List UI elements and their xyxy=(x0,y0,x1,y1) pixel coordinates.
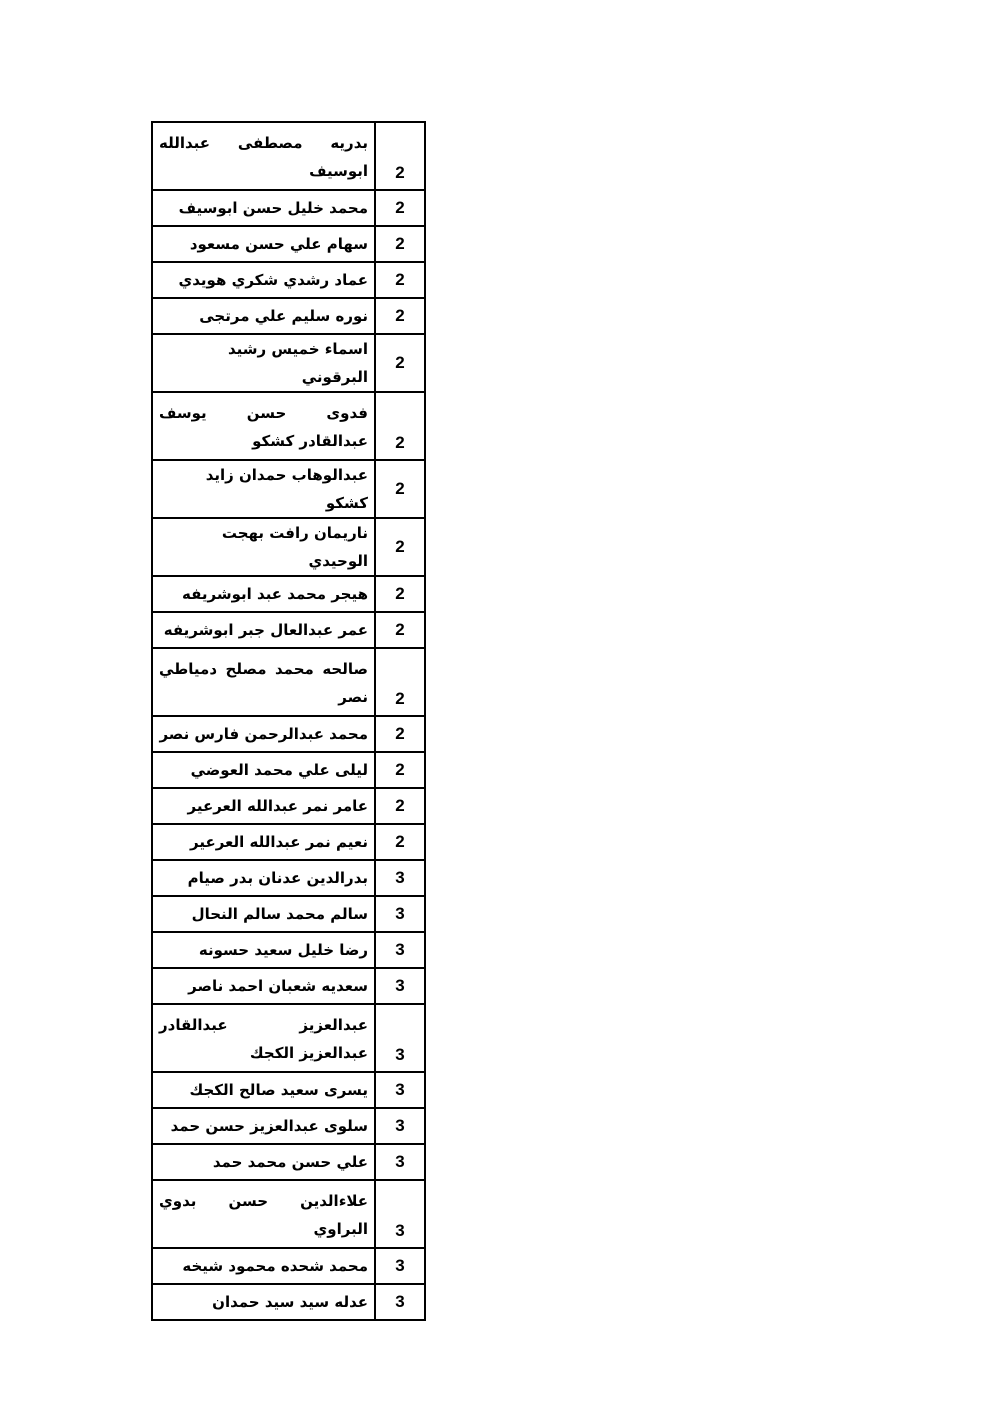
table-row xyxy=(152,896,425,932)
person-name: سالم محمد سالم النحال xyxy=(191,905,368,923)
person-name: صالحه محمد مصلح دمياطي نصر xyxy=(159,660,368,706)
person-name: علي حسن محمد حمد xyxy=(212,1153,368,1171)
group-number: 2 xyxy=(375,518,425,576)
person-name: سعديه شعبان احمد ناصر xyxy=(188,977,368,995)
group-number: 2 xyxy=(375,824,425,860)
person-name: بدرالدين عدنان بدر صيام xyxy=(187,869,368,887)
name-cell xyxy=(152,122,375,190)
table-row xyxy=(152,262,425,298)
table-row xyxy=(152,824,425,860)
group-number: 2 xyxy=(375,576,425,612)
name-cell xyxy=(152,392,375,460)
name-cell xyxy=(152,1072,375,1108)
group-number: 3 xyxy=(375,1144,425,1180)
table-row xyxy=(152,716,425,752)
group-number: 2 xyxy=(375,226,425,262)
person-name: اسماء خميس رشيد البرقوني xyxy=(227,340,368,386)
name-cell xyxy=(152,576,375,612)
table-row xyxy=(152,788,425,824)
names-table xyxy=(151,121,426,1321)
name-cell xyxy=(152,298,375,334)
group-number: 2 xyxy=(375,334,425,392)
name-cell xyxy=(152,860,375,896)
group-number: 2 xyxy=(375,752,425,788)
person-name: سلوى عبدالعزيز حسن حمد xyxy=(170,1117,368,1135)
person-name: عدله سيد سيد حمدان xyxy=(212,1293,368,1311)
group-number: 3 xyxy=(375,968,425,1004)
group-number: 2 xyxy=(375,612,425,648)
table-row xyxy=(152,1072,425,1108)
person-name: عبدالعزيز عبدالقادر عبدالعزيز الكجك xyxy=(159,1016,368,1062)
table-row xyxy=(152,1180,425,1248)
person-name: عامر نمر عبدالله العرعير xyxy=(187,797,368,815)
name-cell xyxy=(152,1180,375,1248)
name-cell xyxy=(152,612,375,648)
table-row xyxy=(152,968,425,1004)
name-cell xyxy=(152,1144,375,1180)
name-cell xyxy=(152,518,375,576)
group-number: 2 xyxy=(375,190,425,226)
table-row xyxy=(152,860,425,896)
name-cell xyxy=(152,1284,375,1320)
group-number: 2 xyxy=(375,298,425,334)
person-name: عمر عبدالعال جبر ابوشريفه xyxy=(163,621,368,639)
person-name: محمد خليل حسن ابوسيف xyxy=(178,199,368,217)
table-row xyxy=(152,518,425,576)
person-name: نوره سليم علي مرتجى xyxy=(199,307,368,325)
group-number: 3 xyxy=(375,1004,425,1072)
name-cell xyxy=(152,460,375,518)
group-number: 3 xyxy=(375,1180,425,1248)
name-cell xyxy=(152,932,375,968)
group-number: 2 xyxy=(375,460,425,518)
name-cell xyxy=(152,752,375,788)
group-number: 2 xyxy=(375,122,425,190)
group-number: 2 xyxy=(375,716,425,752)
table-row xyxy=(152,460,425,518)
names-table-body xyxy=(152,122,425,1320)
table-row xyxy=(152,932,425,968)
name-cell xyxy=(152,1248,375,1284)
group-number: 3 xyxy=(375,932,425,968)
name-cell xyxy=(152,968,375,1004)
person-name: بدريه مصطفى عبدالله ابوسيف xyxy=(159,134,368,180)
person-name: هيجر محمد عبد ابوشريفه xyxy=(182,585,368,603)
table-row xyxy=(152,576,425,612)
name-cell xyxy=(152,334,375,392)
group-number: 3 xyxy=(375,1248,425,1284)
person-name: محمد شحده محمود شيخه xyxy=(182,1257,368,1275)
name-cell xyxy=(152,824,375,860)
table-row xyxy=(152,226,425,262)
person-name: ليلى علي محمد العوضي xyxy=(190,761,368,779)
group-number: 3 xyxy=(375,1108,425,1144)
person-name: عبدالوهاب حمدان زايد كشكو xyxy=(205,466,368,512)
person-name: سهام علي حسن مسعود xyxy=(189,235,368,253)
table-row xyxy=(152,1004,425,1072)
table-row xyxy=(152,298,425,334)
group-number: 2 xyxy=(375,392,425,460)
name-cell xyxy=(152,262,375,298)
table-row xyxy=(152,648,425,716)
group-number: 2 xyxy=(375,262,425,298)
name-cell xyxy=(152,716,375,752)
group-number: 2 xyxy=(375,648,425,716)
person-name: فدوى حسن يوسف عبدالقادر كشكو xyxy=(159,404,368,450)
name-cell xyxy=(152,226,375,262)
name-cell xyxy=(152,1004,375,1072)
table-row xyxy=(152,1284,425,1320)
table-row xyxy=(152,122,425,190)
person-name: يسرى سعيد صالح الكجك xyxy=(189,1081,368,1099)
table-row xyxy=(152,752,425,788)
table-row xyxy=(152,392,425,460)
table-row xyxy=(152,1108,425,1144)
group-number: 3 xyxy=(375,1072,425,1108)
table-row xyxy=(152,334,425,392)
group-number: 3 xyxy=(375,896,425,932)
person-name: محمد عبدالرحمن فارس نصر xyxy=(159,725,368,743)
name-cell xyxy=(152,788,375,824)
person-name: عماد رشدي شكري هويدي xyxy=(178,271,368,289)
table-row xyxy=(152,190,425,226)
table-row xyxy=(152,1144,425,1180)
table-row xyxy=(152,1248,425,1284)
table-row xyxy=(152,612,425,648)
group-number: 2 xyxy=(375,788,425,824)
name-cell xyxy=(152,896,375,932)
person-name: رضا خليل سعيد حسونه xyxy=(198,941,368,959)
group-number: 3 xyxy=(375,1284,425,1320)
person-name: علاءالدين حسن بدوي البراوي xyxy=(159,1192,368,1238)
name-cell xyxy=(152,648,375,716)
person-name: ناريمان رافت بهجت الوحيدي xyxy=(221,524,368,570)
name-cell xyxy=(152,1108,375,1144)
name-cell xyxy=(152,190,375,226)
person-name: نعيم نمر عبدالله العرعير xyxy=(190,833,368,851)
group-number: 3 xyxy=(375,860,425,896)
